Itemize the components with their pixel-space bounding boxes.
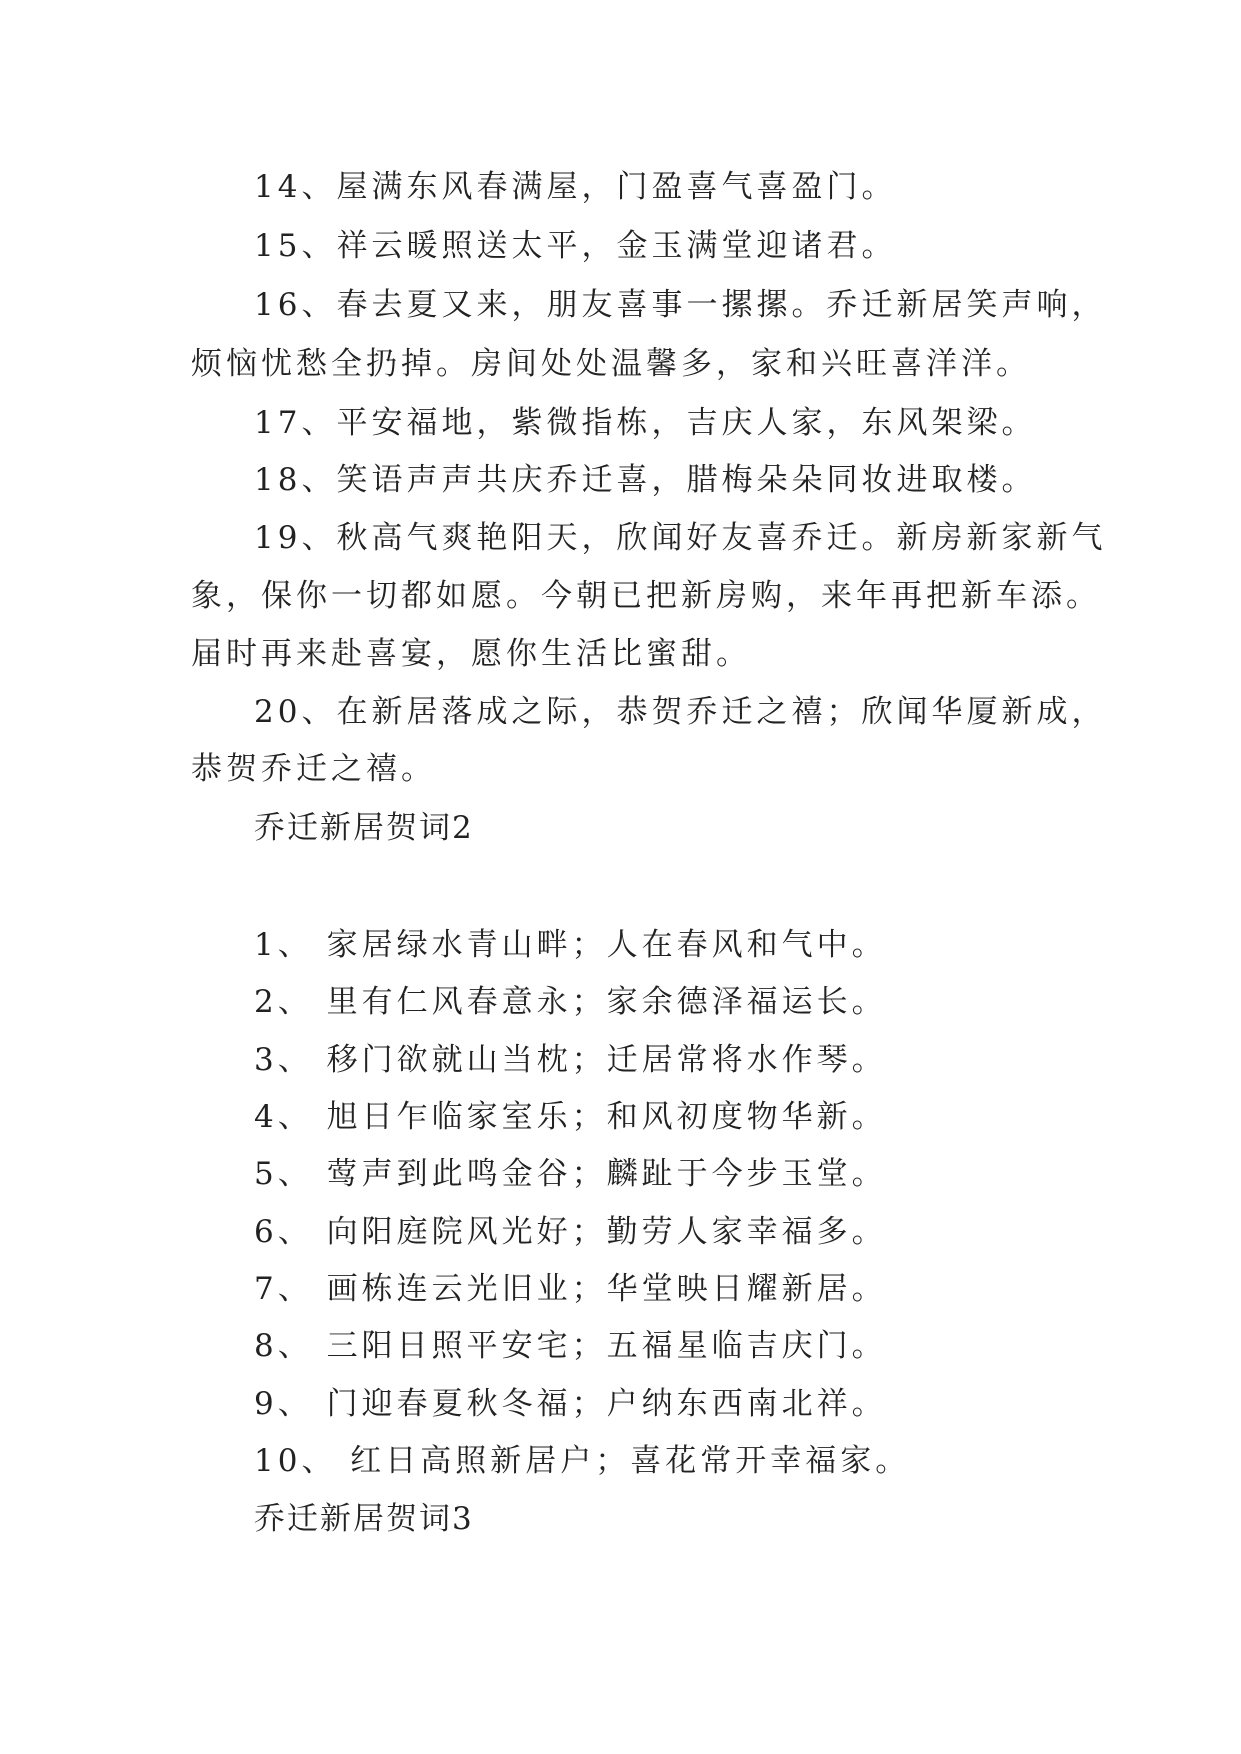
list-item: 7、 画栋连云光旧业；华堂映日耀新居。 — [254, 1271, 887, 1307]
list-item: 9、 门迎春夏秋冬福；户纳东西南北祥。 — [254, 1386, 887, 1422]
list-item: 19、秋高气爽艳阳天，欣闻好友喜乔迁。新房新家新气 — [254, 520, 1107, 556]
list-item: 17、平安福地，紫微指栋，吉庆人家，东风架梁。 — [254, 405, 1037, 441]
list-item: 16、春去夏又来，朋友喜事一摞摞。乔迁新居笑声响， — [254, 287, 1107, 323]
list-item: 10、 红日高照新居户；喜花常开幸福家。 — [254, 1443, 911, 1479]
list-item: 1、 家居绿水青山畔；人在春风和气中。 — [254, 927, 887, 963]
list-item: 4、 旭日乍临家室乐；和风初度物华新。 — [254, 1099, 887, 1135]
list-item: 14、屋满东风春满屋，门盈喜气喜盈门。 — [254, 169, 897, 205]
list-item-continuation: 恭贺乔迁之禧。 — [191, 751, 436, 787]
list-item: 8、 三阳日照平安宅；五福星临吉庆门。 — [254, 1328, 887, 1364]
section-heading: 乔迁新居贺词2 — [254, 810, 474, 846]
list-item: 20、在新居落成之际，恭贺乔迁之禧；欣闻华厦新成， — [254, 694, 1107, 730]
list-item: 3、 移门欲就山当枕；迁居常将水作琴。 — [254, 1042, 887, 1078]
list-item: 5、 莺声到此鸣金谷；麟趾于今步玉堂。 — [254, 1156, 887, 1192]
list-item-continuation: 象，保你一切都如愿。今朝已把新房购，来年再把新车添。 — [191, 578, 1101, 614]
list-item-continuation: 届时再来赴喜宴，愿你生活比蜜甜。 — [191, 636, 751, 672]
list-item: 15、祥云暖照送太平，金玉满堂迎诸君。 — [254, 228, 897, 264]
list-item-continuation: 烦恼忧愁全扔掉。房间处处温馨多，家和兴旺喜洋洋。 — [191, 346, 1031, 382]
list-item: 2、 里有仁风春意永；家余德泽福运长。 — [254, 984, 887, 1020]
list-item: 18、笑语声声共庆乔迁喜，腊梅朵朵同妆进取楼。 — [254, 462, 1037, 498]
section-heading: 乔迁新居贺词3 — [254, 1501, 474, 1537]
list-item: 6、 向阳庭院风光好；勤劳人家幸福多。 — [254, 1214, 887, 1250]
